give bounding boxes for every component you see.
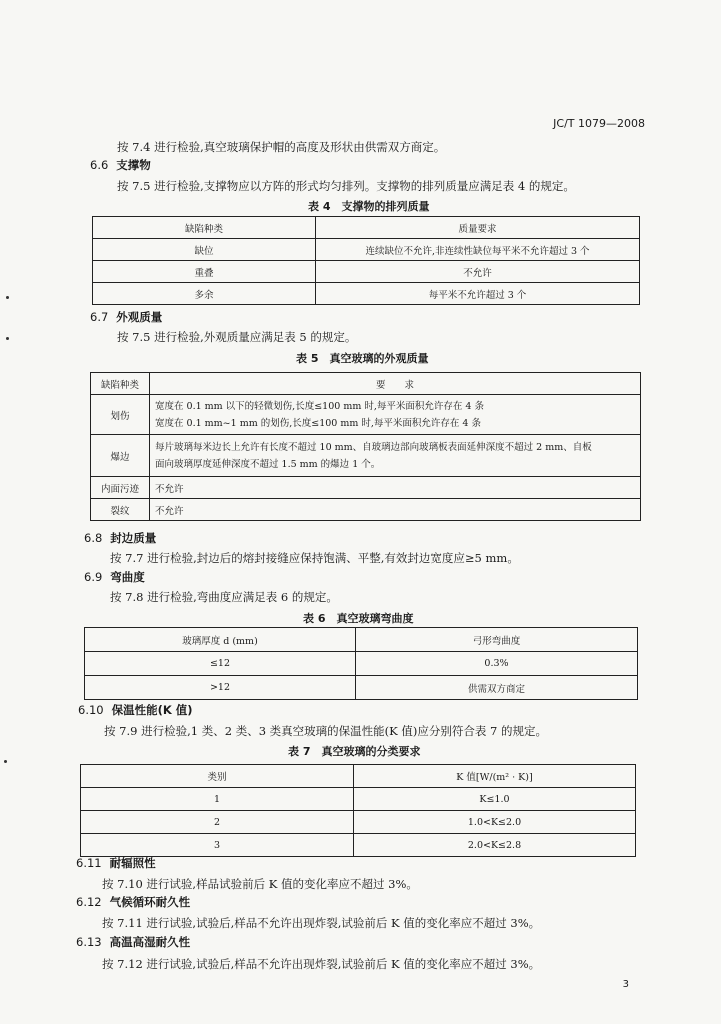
table4-cell: 连续缺位不允许,非连续性缺位每平米不允许超过 3 个 xyxy=(316,239,640,261)
table4-header: 缺陷种类 xyxy=(93,217,316,239)
table6-cell: 供需双方商定 xyxy=(356,676,638,700)
section-6-6-heading: 6.6 支撑物 xyxy=(90,158,151,172)
table7-caption: 表 7 真空玻璃的分类要求 xyxy=(288,745,421,758)
table7 xyxy=(80,764,636,857)
table4 xyxy=(92,216,640,305)
standard-number: JC/T 1079—2008 xyxy=(553,117,645,130)
paragraph-7-8: 按 7.8 进行检验,弯曲度应满足表 6 的规定。 xyxy=(110,590,338,604)
table6-header: 弓形弯曲度 xyxy=(356,628,638,652)
table6-cell: 0.3% xyxy=(356,652,638,676)
table5 xyxy=(90,372,641,521)
table5-type: 划伤 xyxy=(91,395,150,435)
table7-cell: 2.0<K≤2.8 xyxy=(354,834,636,857)
table4-cell: 缺位 xyxy=(93,239,316,261)
table7-cell: 3 xyxy=(81,834,354,857)
table5-caption: 表 5 真空玻璃的外观质量 xyxy=(296,352,429,365)
paragraph-7-10: 按 7.10 进行试验,样品试验前后 K 值的变化率应不超过 3%。 xyxy=(102,877,418,891)
table5-requirement: 不允许 xyxy=(150,477,641,499)
table5-header: 缺陷种类 xyxy=(91,373,150,395)
table5-header: 要 求 xyxy=(150,373,641,395)
table5-type: 爆边 xyxy=(91,435,150,477)
table4-cell: 每平米不允许超过 3 个 xyxy=(316,283,640,305)
page-number: 3 xyxy=(622,979,629,990)
section-6-13-heading: 6.13 高温高湿耐久性 xyxy=(76,935,191,949)
paragraph-7-11: 按 7.11 进行试验,试验后,样品不允许出现炸裂,试验前后 K 值的变化率应不超过 3%。 xyxy=(102,916,541,930)
table4-cell: 多余 xyxy=(93,283,316,305)
table6 xyxy=(84,627,638,700)
table4-caption: 表 4 支撑物的排列质量 xyxy=(308,200,430,213)
paragraph-7-9: 按 7.9 进行检验,1 类、2 类、3 类真空玻璃的保温性能(K 值)应分别符合表 7 的规定。 xyxy=(104,724,548,738)
table4-header: 质量要求 xyxy=(316,217,640,239)
section-6-11-heading: 6.11 耐辐照性 xyxy=(76,856,156,870)
scan-speck xyxy=(4,760,7,763)
table4-cell: 重叠 xyxy=(93,261,316,283)
table7-cell: 2 xyxy=(81,811,354,834)
scan-speck xyxy=(6,296,9,299)
table7-cell: 1 xyxy=(81,788,354,811)
table6-cell: >12 xyxy=(85,676,356,700)
paragraph-7-5-appearance: 按 7.5 进行检验,外观质量应满足表 5 的规定。 xyxy=(117,330,357,344)
section-6-9-heading: 6.9 弯曲度 xyxy=(84,570,145,584)
table5-requirement: 宽度在 0.1 mm 以下的轻微划伤,长度≤100 mm 时,每平米面积允许存在 4 条 宽度在 0.1 mm~1 mm 的划伤,长度≤100 mm 时,每平米面积允许存在 4 条 xyxy=(150,395,641,435)
section-6-7-heading: 6.7 外观质量 xyxy=(90,310,163,324)
section-6-10-heading: 6.10 保温性能(K 值) xyxy=(78,703,193,717)
table5-requirement: 不允许 xyxy=(150,499,641,521)
table7-cell: K≤1.0 xyxy=(354,788,636,811)
table7-header: 类别 xyxy=(81,765,354,788)
table7-cell: 1.0<K≤2.0 xyxy=(354,811,636,834)
table5-type: 裂纹 xyxy=(91,499,150,521)
table6-caption: 表 6 真空玻璃弯曲度 xyxy=(303,612,414,625)
table5-type: 内面污迹 xyxy=(91,477,150,499)
table5-requirement: 每片玻璃每米边长上允许有长度不超过 10 mm、自玻璃边部向玻璃板表面延伸深度不超过 2 mm、自板 面向玻璃厚度延伸深度不超过 1.5 mm 的爆边 1 个。 xyxy=(150,435,641,477)
paragraph-7-12: 按 7.12 进行试验,试验后,样品不允许出现炸裂,试验前后 K 值的变化率应不超过 3%。 xyxy=(102,957,541,971)
paragraph-7-7: 按 7.7 进行检验,封边后的熔封接缝应保持饱满、平整,有效封边宽度应≥5 mm。 xyxy=(110,551,519,565)
table7-header: K 值[W/(m² · K)] xyxy=(354,765,636,788)
scan-speck xyxy=(6,337,9,340)
table4-cell: 不允许 xyxy=(316,261,640,283)
section-6-8-heading: 6.8 封边质量 xyxy=(84,531,157,545)
paragraph-7-4: 按 7.4 进行检验,真空玻璃保护帽的高度及形状由供需双方商定。 xyxy=(117,140,446,154)
paragraph-7-5-support: 按 7.5 进行检验,支撑物应以方阵的形式均匀排列。支撑物的排列质量应满足表 4 的规定。 xyxy=(117,179,575,193)
section-6-12-heading: 6.12 气候循环耐久性 xyxy=(76,895,191,909)
table6-header: 玻璃厚度 d (mm) xyxy=(85,628,356,652)
table6-cell: ≤12 xyxy=(85,652,356,676)
